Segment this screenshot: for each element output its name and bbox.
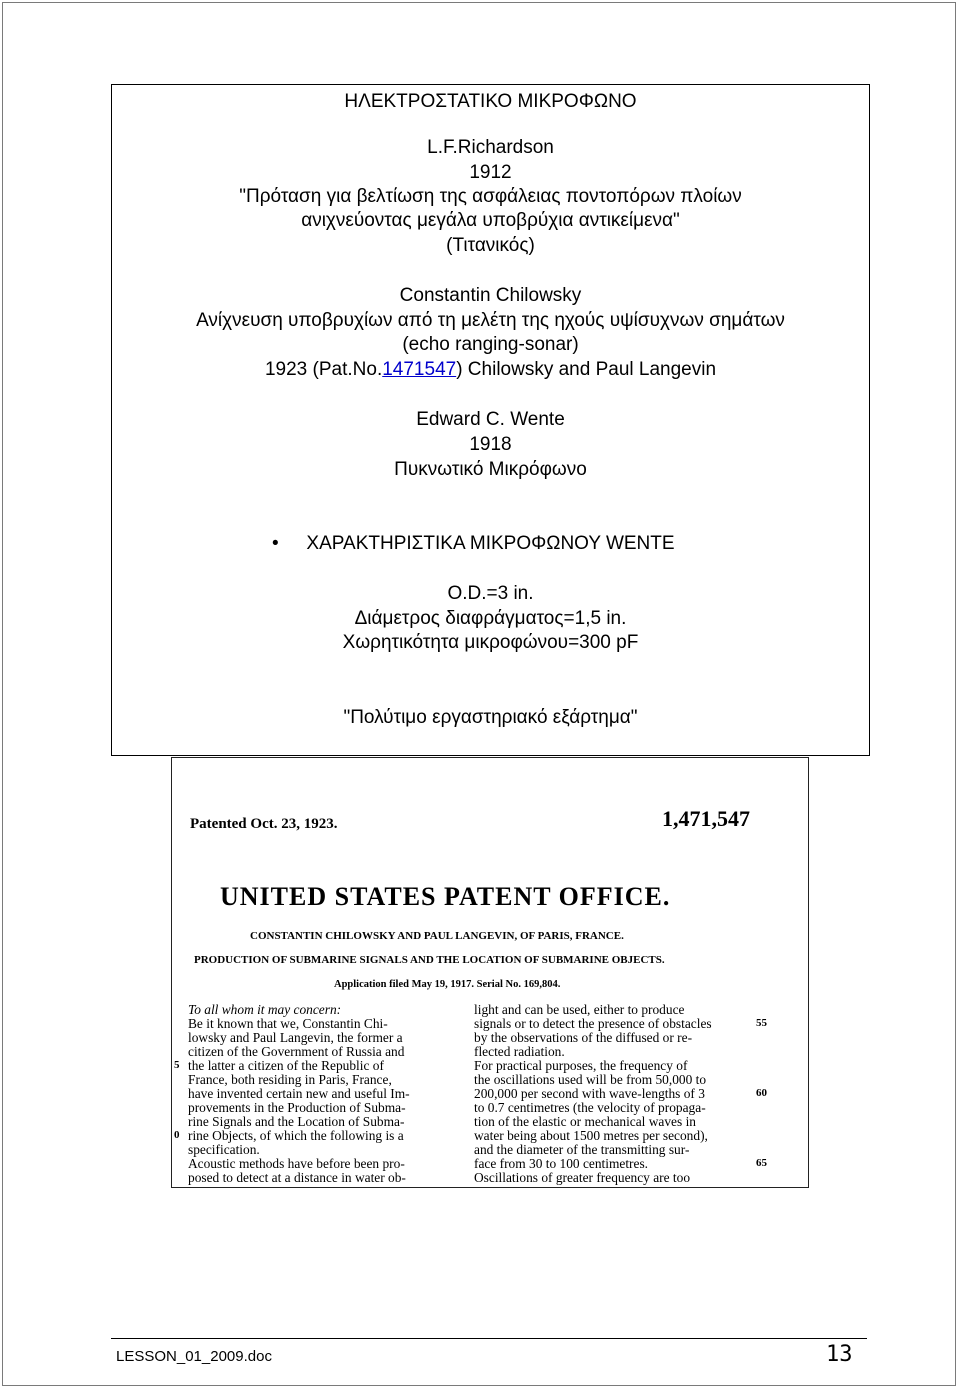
- margin-number-right: 55: [756, 1017, 767, 1029]
- chilowsky-line1: Ανίχνευση υποβρυχίων από τη μελέτη της ηχούς υψίσυχνων σημάτων: [196, 310, 785, 331]
- patent-number: 1,471,547: [662, 806, 750, 831]
- quote: "Πολύτιμο εργαστηριακό εξάρτημα": [343, 707, 638, 728]
- content-box: [111, 84, 870, 756]
- patent-right-line: by the observations of the diffused or re-: [474, 1030, 693, 1045]
- patent-right-line: the oscillations used will be from 50,000 to: [474, 1072, 707, 1087]
- richardson-line1: "Πρόταση για βελτίωση της ασφάλειας ποντοπόρων πλοίων: [239, 186, 742, 207]
- features-heading: ΧΑΡΑΚΤΗΡΙΣΤΙΚΑ ΜΙΚΡΟΦΩΝΟΥ WENTE: [306, 533, 675, 554]
- patent-right-line: light and can be used, either to produce: [474, 1002, 685, 1017]
- patent-left-line: lowsky and Paul Langevin, the former a: [188, 1030, 403, 1045]
- patent-right-line: and the diameter of the transmitting sur-: [474, 1142, 690, 1157]
- margin-number-left: 0: [174, 1129, 180, 1141]
- patent-right-column: [474, 1003, 712, 1185]
- patent-right-line: 200,000 per second with wave-lengths of 3: [474, 1086, 705, 1101]
- spec-capacitance: Χωρητικότητα μικροφώνου=300 pF: [342, 632, 639, 653]
- patent-office: UNITED STATES PATENT OFFICE.: [220, 882, 671, 911]
- patent-right-line: signals or to detect the presence of obstacles: [474, 1016, 712, 1031]
- patent-date: Patented Oct. 23, 1923.: [190, 816, 338, 832]
- patent-left-column: [188, 1003, 410, 1185]
- patent-right-line: to 0.7 centimetres (the velocity of propaga-: [474, 1100, 706, 1115]
- patent-scan: [171, 757, 809, 1188]
- patent-right-line: flected radiation.: [474, 1044, 565, 1059]
- wente-mic: Πυκνωτικό Μικρόφωνο: [394, 459, 587, 480]
- patent-left-line: citizen of the Government of Russia and: [188, 1044, 405, 1059]
- patent-left-line: Be it known that we, Constantin Chi-: [188, 1016, 388, 1031]
- patent-right-line: face from 30 to 100 centimetres.: [474, 1156, 649, 1171]
- footer-divider: [111, 1338, 867, 1339]
- patent-prefix: 1923 (Pat.No.: [264, 359, 383, 380]
- margin-number-right: 60: [756, 1087, 767, 1099]
- wente-year: 1918: [469, 434, 512, 455]
- patent-right-line: water being about 1500 metres per second),: [474, 1128, 708, 1143]
- spec-od: O.D.=3 in.: [447, 583, 534, 604]
- footer-filename: LESSON_01_2009.doc: [116, 1348, 272, 1365]
- patent-left-line: have invented certain new and useful Im-: [188, 1086, 410, 1101]
- patent-left-line: rine Signals and the Location of Subma-: [188, 1114, 405, 1129]
- patent-link[interactable]: 1471547: [382, 359, 457, 380]
- richardson-name: L.F.Richardson: [427, 137, 554, 158]
- patent-left-line: France, both residing in Paris, France,: [188, 1072, 392, 1087]
- patent-left-line: specification.: [188, 1142, 260, 1157]
- bullet-icon: •: [272, 533, 279, 554]
- title: ΗΛΕΚΤΡΟΣΤΑΤΙΚΟ ΜΙΚΡΟΦΩΝΟ: [344, 91, 637, 112]
- patent-left-line: provements in the Production of Subma-: [188, 1100, 406, 1115]
- patent-suffix: ) Chilowsky and Paul Langevin: [456, 359, 717, 380]
- patent-subject: PRODUCTION OF SUBMARINE SIGNALS AND THE LOCATION OF SUBMARINE OBJECTS.: [194, 954, 665, 966]
- wente-name: Edward C. Wente: [416, 409, 565, 430]
- patent-right-line: For practical purposes, the frequency of: [474, 1058, 688, 1073]
- margin-number-right: 65: [756, 1157, 767, 1169]
- patent-left-line: the latter a citizen of the Republic of: [188, 1058, 384, 1073]
- patent-left-line: posed to detect at a distance in water ob-: [188, 1170, 406, 1185]
- chilowsky-name: Constantin Chilowsky: [399, 285, 582, 306]
- chilowsky-line2: (echo ranging-sonar): [402, 334, 579, 355]
- patent-left-line: rine Objects, of which the following is a: [188, 1128, 404, 1143]
- richardson-line3: (Τιτανικός): [446, 235, 535, 256]
- richardson-year: 1912: [469, 162, 512, 183]
- margin-number-left: 5: [174, 1059, 180, 1071]
- patent-reference: [112, 359, 869, 381]
- richardson-line2: ανιχνεύοντας μεγάλα υποβρύχια αντικείμενα": [301, 210, 680, 231]
- patent-right-line: Oscillations of greater frequency are too: [474, 1170, 691, 1185]
- patent-right-line: tion of the elastic or mechanical waves in: [474, 1114, 696, 1129]
- patent-inventors: CONSTANTIN CHILOWSKY AND PAUL LANGEVIN, OF PARIS, FRANCE.: [250, 930, 624, 942]
- spec-diaphragm: Διάμετρος διαφράγματος=1,5 in.: [354, 608, 627, 629]
- patent-application: Application filed May 19, 1917. Serial No. 169,804.: [334, 979, 561, 990]
- patent-left-line: To all whom it may concern:: [188, 1002, 342, 1017]
- patent-left-line: Acoustic methods have before been pro-: [188, 1156, 405, 1171]
- footer-page-number: 13: [826, 1342, 853, 1367]
